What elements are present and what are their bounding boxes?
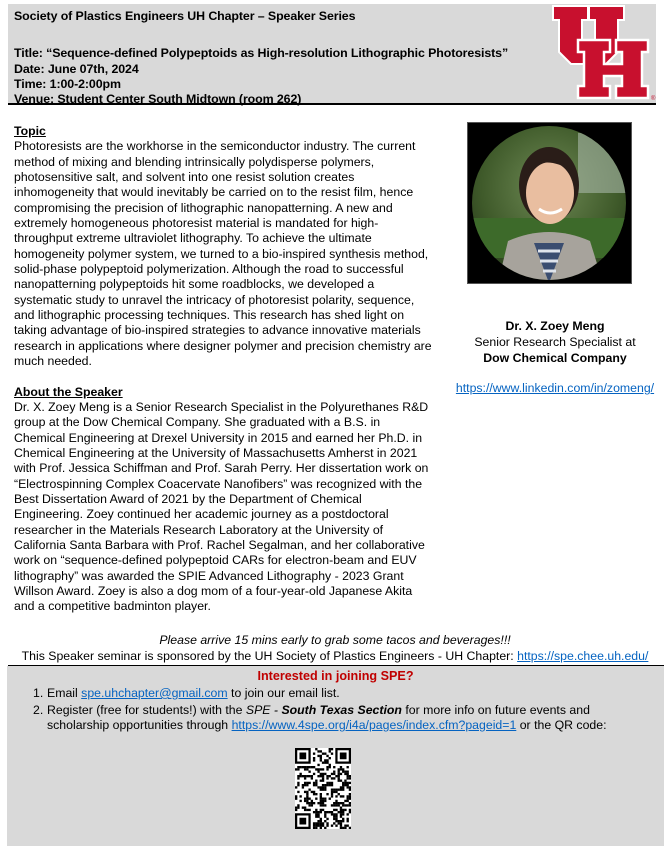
spe-emphasis: SPE - [245,702,282,717]
main-content [14,124,434,615]
topic-heading: Topic [14,124,46,138]
speaker-card [440,318,670,396]
uh-logo-icon [548,2,660,102]
event-time: Time: 1:00-2:00pm [14,77,121,91]
topic-body: Photoresists are the workhorse in the semiconductor industry. The current method of mixing and blending intrinsically polydisperse polymers, photosensitive salt, and solvent into one resist solution creates inhomogeneity that would inevitably be carried on to the resist film, hence compromising the precision of lithographic nanopatterning. A new and extremely homogeneous photoresist material is mandated for high-throughput extreme ultraviolet lithography. To achieve the ultimate homogeneity polymer system, we turned to a bio-inspired synthesis method, solid-phase polypeptoid polymerization. Although the road to successful nanopatterning polypeptoids hit some roadblocks, we developed a systematic study to unravel the intricacy of photoresist polarity, sequence, and lithographic processing techniques. This research has shed light on taking advantage of bio-inspired strategies to advance innovative materials research in applications where designer polymer and precision chemistry are much needed. [14,139,432,369]
event-date: Date: June 07th, 2024 [14,62,139,76]
speaker-photo [467,122,632,284]
list-text: Register (free for students!) with the [47,702,246,717]
sponsor-link[interactable]: https://spe.chee.uh.edu/ [517,649,649,663]
sponsor-line [0,649,670,663]
svg-text:®: ® [651,96,656,102]
register-link[interactable]: https://www.4spe.org/i4a/pages/index.cfm?pageid=1 [231,718,517,732]
series-title: Society of Plastics Engineers UH Chapter – Speaker Series [14,9,356,23]
list-text: to join our email list. [227,686,340,700]
arrival-note: Please arrive 15 mins early to grab some tacos and beverages!!! [159,633,511,647]
list-number: 1. [33,686,44,700]
speaker-company: Dow Chemical Company [483,351,627,365]
list-text: for more info on future events and scholarship opportunities through [47,702,590,732]
join-title: Interested in joining SPE? [257,669,414,683]
speaker-name: Dr. X. Zoey Meng [505,319,605,333]
email-link[interactable]: spe.uhchapter@gmail.com [81,686,228,700]
list-item-register [7,703,664,734]
list-number: 2. [33,702,44,717]
section-emphasis: South Texas Section [281,702,402,717]
talk-title: Title: “Sequence-defined Polypeptoids as High-resolution Lithographic Photoresists” [14,46,509,60]
sponsor-text: This Speaker seminar is sponsored by the UH Society of Plastics Engineers - UH Chapter: [21,649,518,663]
about-heading: About the Speaker [14,384,123,399]
list-item-email [7,686,664,702]
linkedin-link[interactable]: https://www.linkedin.com/in/zomeng/ [455,381,655,395]
about-body: Dr. X. Zoey Meng is a Senior Research Specialist in the Polyurethanes R&D group at the Dow Chemical Company. She graduated with a B.S. in Chemical Engineering at Drexel University in 2015 and earned her Ph.D. in Chemical Engineering at the University of Massachusetts Amherst in 2021 with Prof. Jessica Schiffman and Prof. Sarah Perry. Her dissertation work on “Electrospinning Complex Coacervate Nanofibers” was recognized with the Best Dissertation Award of 2021 by the Department of Chemical Engineering. Zoey continued her academic journey as a postdoctoral researcher in the Materials Research Laboratory at the University of California Santa Barbara with Prof. Rachel Segalman, and her collaborative work on “sequence-defined polypeptoid CARs for electron-beam and EUV lithography” was awarded the SPIE Advanced Lithography - 2023 Grant Willson Award. Zoey is also a dog mom of a four-year-old Japanese Akita and a competitive badminton player. [14,399,429,614]
event-venue: Venue: Student Center South Midtown (room 262) [14,92,302,106]
join-steps-list [7,686,664,735]
list-text: or the QR code: [516,718,607,732]
speaker-role: Senior Research Specialist at [474,335,636,349]
qr-code-icon[interactable] [295,748,351,829]
list-text: Email [47,686,82,700]
